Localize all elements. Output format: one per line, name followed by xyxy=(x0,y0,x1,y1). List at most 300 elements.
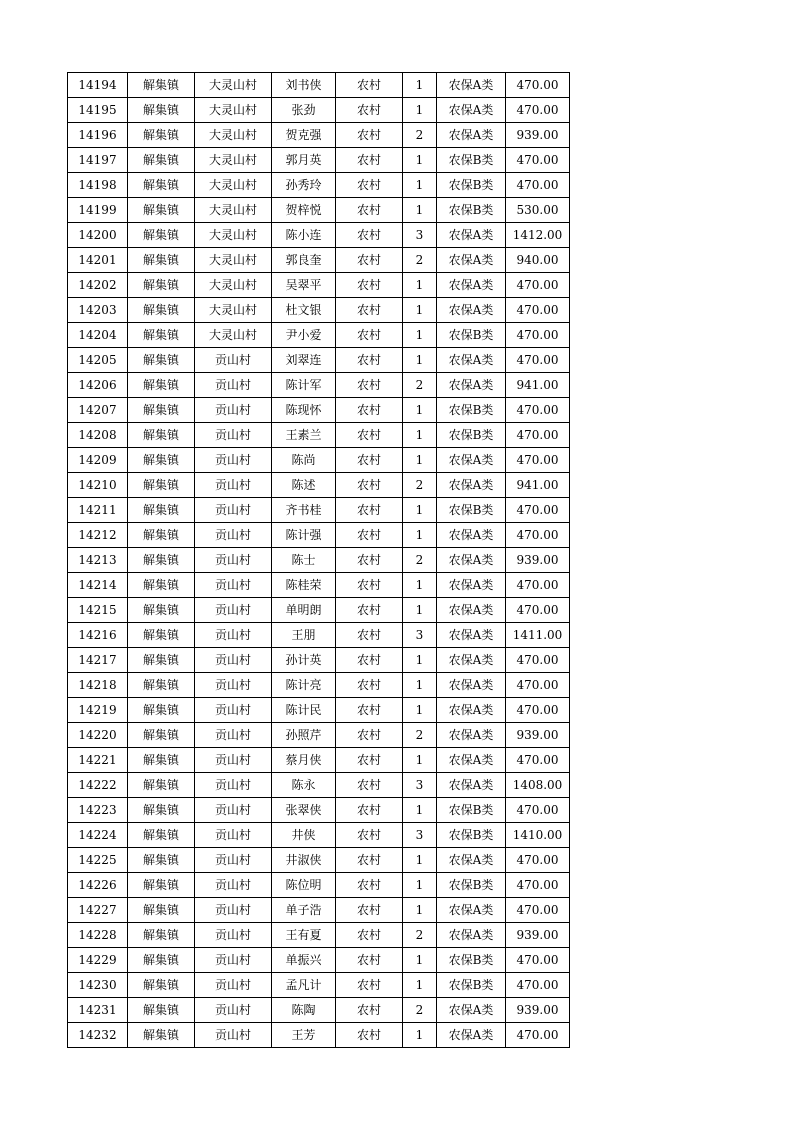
cell-member-count: 1 xyxy=(403,448,437,473)
cell-record-id: 14213 xyxy=(68,548,128,573)
cell-person-name: 陈计民 xyxy=(272,698,336,723)
cell-household-type: 农村 xyxy=(336,298,403,323)
cell-amount: 941.00 xyxy=(506,473,570,498)
table-row xyxy=(68,873,570,898)
cell-household-type: 农村 xyxy=(336,473,403,498)
cell-insurance-category: 农保B类 xyxy=(437,323,506,348)
roster-table-body xyxy=(68,73,570,1048)
table-row xyxy=(68,723,570,748)
cell-village: 贡山村 xyxy=(195,423,272,448)
cell-member-count: 2 xyxy=(403,923,437,948)
cell-amount: 470.00 xyxy=(506,698,570,723)
cell-household-type: 农村 xyxy=(336,898,403,923)
cell-member-count: 2 xyxy=(403,248,437,273)
cell-town: 解集镇 xyxy=(128,273,195,298)
cell-amount: 470.00 xyxy=(506,848,570,873)
table-row xyxy=(68,273,570,298)
cell-person-name: 陈小连 xyxy=(272,223,336,248)
cell-household-type: 农村 xyxy=(336,998,403,1023)
cell-town: 解集镇 xyxy=(128,548,195,573)
cell-town: 解集镇 xyxy=(128,723,195,748)
cell-household-type: 农村 xyxy=(336,398,403,423)
table-row xyxy=(68,923,570,948)
cell-town: 解集镇 xyxy=(128,598,195,623)
table-row xyxy=(68,298,570,323)
cell-member-count: 1 xyxy=(403,173,437,198)
cell-member-count: 1 xyxy=(403,73,437,98)
cell-person-name: 吴翠平 xyxy=(272,273,336,298)
cell-person-name: 井淑侠 xyxy=(272,848,336,873)
cell-record-id: 14203 xyxy=(68,298,128,323)
table-row xyxy=(68,523,570,548)
cell-village: 贡山村 xyxy=(195,848,272,873)
cell-amount: 470.00 xyxy=(506,598,570,623)
cell-person-name: 王芳 xyxy=(272,1023,336,1048)
cell-person-name: 贺梓悦 xyxy=(272,198,336,223)
cell-town: 解集镇 xyxy=(128,98,195,123)
cell-insurance-category: 农保A类 xyxy=(437,273,506,298)
cell-person-name: 陈陶 xyxy=(272,998,336,1023)
cell-village: 大灵山村 xyxy=(195,223,272,248)
cell-insurance-category: 农保B类 xyxy=(437,148,506,173)
table-row xyxy=(68,148,570,173)
cell-amount: 939.00 xyxy=(506,998,570,1023)
table-row xyxy=(68,998,570,1023)
table-row xyxy=(68,773,570,798)
cell-household-type: 农村 xyxy=(336,973,403,998)
cell-village: 贡山村 xyxy=(195,873,272,898)
cell-person-name: 陈计亮 xyxy=(272,673,336,698)
cell-member-count: 1 xyxy=(403,1023,437,1048)
cell-insurance-category: 农保A类 xyxy=(437,1023,506,1048)
cell-household-type: 农村 xyxy=(336,98,403,123)
table-row xyxy=(68,123,570,148)
cell-person-name: 陈现怀 xyxy=(272,398,336,423)
cell-member-count: 1 xyxy=(403,873,437,898)
cell-insurance-category: 农保A类 xyxy=(437,998,506,1023)
cell-household-type: 农村 xyxy=(336,698,403,723)
cell-record-id: 14224 xyxy=(68,823,128,848)
cell-household-type: 农村 xyxy=(336,423,403,448)
cell-amount: 1412.00 xyxy=(506,223,570,248)
cell-amount: 470.00 xyxy=(506,973,570,998)
cell-amount: 470.00 xyxy=(506,298,570,323)
cell-town: 解集镇 xyxy=(128,73,195,98)
cell-village: 贡山村 xyxy=(195,473,272,498)
cell-insurance-category: 农保A类 xyxy=(437,923,506,948)
table-row xyxy=(68,748,570,773)
cell-town: 解集镇 xyxy=(128,573,195,598)
cell-village: 贡山村 xyxy=(195,548,272,573)
cell-member-count: 2 xyxy=(403,123,437,148)
cell-town: 解集镇 xyxy=(128,323,195,348)
cell-member-count: 1 xyxy=(403,348,437,373)
cell-insurance-category: 农保A类 xyxy=(437,248,506,273)
cell-village: 贡山村 xyxy=(195,898,272,923)
table-row xyxy=(68,698,570,723)
cell-insurance-category: 农保A类 xyxy=(437,573,506,598)
cell-insurance-category: 农保A类 xyxy=(437,773,506,798)
cell-record-id: 14207 xyxy=(68,398,128,423)
table-row xyxy=(68,323,570,348)
cell-amount: 470.00 xyxy=(506,398,570,423)
cell-town: 解集镇 xyxy=(128,373,195,398)
cell-household-type: 农村 xyxy=(336,123,403,148)
cell-town: 解集镇 xyxy=(128,923,195,948)
cell-member-count: 3 xyxy=(403,823,437,848)
table-row xyxy=(68,223,570,248)
cell-amount: 470.00 xyxy=(506,273,570,298)
cell-amount: 470.00 xyxy=(506,573,570,598)
table-row xyxy=(68,648,570,673)
cell-household-type: 农村 xyxy=(336,223,403,248)
cell-member-count: 3 xyxy=(403,623,437,648)
cell-town: 解集镇 xyxy=(128,248,195,273)
cell-record-id: 14226 xyxy=(68,873,128,898)
cell-member-count: 1 xyxy=(403,498,437,523)
cell-amount: 470.00 xyxy=(506,798,570,823)
cell-record-id: 14205 xyxy=(68,348,128,373)
cell-member-count: 2 xyxy=(403,473,437,498)
cell-person-name: 陈士 xyxy=(272,548,336,573)
cell-town: 解集镇 xyxy=(128,223,195,248)
cell-member-count: 1 xyxy=(403,798,437,823)
cell-person-name: 贺克强 xyxy=(272,123,336,148)
cell-person-name: 郭良奎 xyxy=(272,248,336,273)
cell-amount: 940.00 xyxy=(506,248,570,273)
cell-person-name: 王朋 xyxy=(272,623,336,648)
cell-insurance-category: 农保B类 xyxy=(437,973,506,998)
cell-insurance-category: 农保B类 xyxy=(437,823,506,848)
cell-record-id: 14200 xyxy=(68,223,128,248)
cell-member-count: 1 xyxy=(403,523,437,548)
cell-town: 解集镇 xyxy=(128,198,195,223)
cell-amount: 1408.00 xyxy=(506,773,570,798)
cell-village: 贡山村 xyxy=(195,448,272,473)
cell-record-id: 14195 xyxy=(68,98,128,123)
cell-person-name: 陈述 xyxy=(272,473,336,498)
table-row xyxy=(68,848,570,873)
cell-amount: 470.00 xyxy=(506,448,570,473)
cell-village: 贡山村 xyxy=(195,523,272,548)
cell-person-name: 陈永 xyxy=(272,773,336,798)
cell-amount: 470.00 xyxy=(506,98,570,123)
cell-record-id: 14223 xyxy=(68,798,128,823)
cell-record-id: 14217 xyxy=(68,648,128,673)
cell-person-name: 蔡月侠 xyxy=(272,748,336,773)
cell-household-type: 农村 xyxy=(336,198,403,223)
cell-person-name: 齐书桂 xyxy=(272,498,336,523)
cell-insurance-category: 农保B类 xyxy=(437,798,506,823)
cell-member-count: 1 xyxy=(403,573,437,598)
cell-person-name: 孟凡计 xyxy=(272,973,336,998)
cell-person-name: 井侠 xyxy=(272,823,336,848)
table-row xyxy=(68,498,570,523)
cell-record-id: 14214 xyxy=(68,573,128,598)
cell-household-type: 农村 xyxy=(336,173,403,198)
table-row xyxy=(68,198,570,223)
table-row xyxy=(68,548,570,573)
cell-member-count: 1 xyxy=(403,98,437,123)
table-row xyxy=(68,973,570,998)
cell-member-count: 1 xyxy=(403,698,437,723)
table-row xyxy=(68,423,570,448)
cell-town: 解集镇 xyxy=(128,798,195,823)
cell-village: 大灵山村 xyxy=(195,173,272,198)
cell-town: 解集镇 xyxy=(128,298,195,323)
cell-village: 大灵山村 xyxy=(195,73,272,98)
cell-record-id: 14197 xyxy=(68,148,128,173)
cell-member-count: 2 xyxy=(403,723,437,748)
cell-person-name: 王素兰 xyxy=(272,423,336,448)
table-row xyxy=(68,673,570,698)
cell-member-count: 1 xyxy=(403,673,437,698)
cell-household-type: 农村 xyxy=(336,373,403,398)
cell-amount: 470.00 xyxy=(506,423,570,448)
cell-insurance-category: 农保B类 xyxy=(437,398,506,423)
cell-member-count: 1 xyxy=(403,898,437,923)
cell-amount: 470.00 xyxy=(506,173,570,198)
cell-amount: 470.00 xyxy=(506,1023,570,1048)
cell-record-id: 14230 xyxy=(68,973,128,998)
cell-record-id: 14216 xyxy=(68,623,128,648)
cell-village: 贡山村 xyxy=(195,498,272,523)
cell-insurance-category: 农保A类 xyxy=(437,548,506,573)
cell-member-count: 2 xyxy=(403,548,437,573)
cell-amount: 941.00 xyxy=(506,373,570,398)
cell-amount: 939.00 xyxy=(506,123,570,148)
cell-record-id: 14220 xyxy=(68,723,128,748)
table-row xyxy=(68,73,570,98)
cell-record-id: 14199 xyxy=(68,198,128,223)
cell-town: 解集镇 xyxy=(128,398,195,423)
cell-amount: 1410.00 xyxy=(506,823,570,848)
cell-household-type: 农村 xyxy=(336,623,403,648)
cell-village: 大灵山村 xyxy=(195,148,272,173)
cell-person-name: 王有夏 xyxy=(272,923,336,948)
table-row xyxy=(68,598,570,623)
cell-amount: 470.00 xyxy=(506,73,570,98)
cell-amount: 470.00 xyxy=(506,873,570,898)
cell-town: 解集镇 xyxy=(128,123,195,148)
cell-amount: 470.00 xyxy=(506,348,570,373)
table-row xyxy=(68,948,570,973)
cell-record-id: 14221 xyxy=(68,748,128,773)
cell-insurance-category: 农保A类 xyxy=(437,623,506,648)
cell-amount: 470.00 xyxy=(506,323,570,348)
table-row xyxy=(68,573,570,598)
table-row xyxy=(68,623,570,648)
cell-village: 贡山村 xyxy=(195,823,272,848)
cell-household-type: 农村 xyxy=(336,673,403,698)
cell-town: 解集镇 xyxy=(128,523,195,548)
cell-record-id: 14219 xyxy=(68,698,128,723)
cell-person-name: 陈计军 xyxy=(272,373,336,398)
cell-person-name: 张翠侠 xyxy=(272,798,336,823)
cell-record-id: 14229 xyxy=(68,948,128,973)
cell-member-count: 1 xyxy=(403,598,437,623)
cell-town: 解集镇 xyxy=(128,648,195,673)
cell-household-type: 农村 xyxy=(336,448,403,473)
cell-household-type: 农村 xyxy=(336,848,403,873)
cell-insurance-category: 农保A类 xyxy=(437,223,506,248)
cell-person-name: 单子浩 xyxy=(272,898,336,923)
cell-insurance-category: 农保B类 xyxy=(437,423,506,448)
cell-village: 大灵山村 xyxy=(195,198,272,223)
cell-amount: 470.00 xyxy=(506,148,570,173)
cell-member-count: 1 xyxy=(403,273,437,298)
cell-insurance-category: 农保A类 xyxy=(437,373,506,398)
cell-amount: 939.00 xyxy=(506,548,570,573)
cell-village: 贡山村 xyxy=(195,998,272,1023)
cell-insurance-category: 农保A类 xyxy=(437,73,506,98)
cell-village: 大灵山村 xyxy=(195,323,272,348)
cell-record-id: 14232 xyxy=(68,1023,128,1048)
table-row xyxy=(68,898,570,923)
cell-town: 解集镇 xyxy=(128,873,195,898)
cell-household-type: 农村 xyxy=(336,73,403,98)
cell-member-count: 1 xyxy=(403,648,437,673)
cell-village: 贡山村 xyxy=(195,398,272,423)
cell-village: 贡山村 xyxy=(195,648,272,673)
cell-town: 解集镇 xyxy=(128,473,195,498)
cell-member-count: 1 xyxy=(403,423,437,448)
cell-town: 解集镇 xyxy=(128,623,195,648)
cell-person-name: 刘书侠 xyxy=(272,73,336,98)
table-row xyxy=(68,473,570,498)
cell-village: 贡山村 xyxy=(195,373,272,398)
cell-member-count: 1 xyxy=(403,148,437,173)
cell-household-type: 农村 xyxy=(336,148,403,173)
cell-town: 解集镇 xyxy=(128,698,195,723)
cell-person-name: 孙计英 xyxy=(272,648,336,673)
cell-person-name: 郭月英 xyxy=(272,148,336,173)
cell-town: 解集镇 xyxy=(128,973,195,998)
cell-town: 解集镇 xyxy=(128,848,195,873)
cell-village: 贡山村 xyxy=(195,748,272,773)
cell-village: 贡山村 xyxy=(195,773,272,798)
cell-member-count: 1 xyxy=(403,948,437,973)
table-row xyxy=(68,448,570,473)
table-row xyxy=(68,373,570,398)
cell-household-type: 农村 xyxy=(336,748,403,773)
cell-insurance-category: 农保B类 xyxy=(437,198,506,223)
cell-household-type: 农村 xyxy=(336,773,403,798)
cell-insurance-category: 农保A类 xyxy=(437,98,506,123)
cell-member-count: 1 xyxy=(403,848,437,873)
cell-insurance-category: 农保A类 xyxy=(437,448,506,473)
cell-person-name: 杜文银 xyxy=(272,298,336,323)
cell-village: 大灵山村 xyxy=(195,298,272,323)
cell-town: 解集镇 xyxy=(128,1023,195,1048)
cell-amount: 939.00 xyxy=(506,723,570,748)
cell-amount: 939.00 xyxy=(506,923,570,948)
cell-village: 贡山村 xyxy=(195,973,272,998)
cell-record-id: 14209 xyxy=(68,448,128,473)
cell-record-id: 14212 xyxy=(68,523,128,548)
cell-record-id: 14210 xyxy=(68,473,128,498)
table-row xyxy=(68,173,570,198)
cell-member-count: 1 xyxy=(403,198,437,223)
cell-town: 解集镇 xyxy=(128,448,195,473)
cell-insurance-category: 农保A类 xyxy=(437,123,506,148)
cell-insurance-category: 农保B类 xyxy=(437,498,506,523)
cell-amount: 470.00 xyxy=(506,748,570,773)
table-row xyxy=(68,823,570,848)
cell-household-type: 农村 xyxy=(336,498,403,523)
cell-record-id: 14198 xyxy=(68,173,128,198)
cell-village: 贡山村 xyxy=(195,798,272,823)
cell-town: 解集镇 xyxy=(128,148,195,173)
cell-village: 贡山村 xyxy=(195,698,272,723)
cell-member-count: 3 xyxy=(403,223,437,248)
cell-village: 大灵山村 xyxy=(195,98,272,123)
cell-record-id: 14194 xyxy=(68,73,128,98)
cell-town: 解集镇 xyxy=(128,498,195,523)
cell-village: 贡山村 xyxy=(195,1023,272,1048)
table-row xyxy=(68,398,570,423)
cell-village: 贡山村 xyxy=(195,948,272,973)
roster-table xyxy=(67,72,570,1048)
cell-village: 贡山村 xyxy=(195,348,272,373)
cell-member-count: 1 xyxy=(403,973,437,998)
cell-person-name: 尹小爱 xyxy=(272,323,336,348)
cell-village: 大灵山村 xyxy=(195,123,272,148)
cell-record-id: 14227 xyxy=(68,898,128,923)
cell-village: 大灵山村 xyxy=(195,248,272,273)
cell-household-type: 农村 xyxy=(336,323,403,348)
cell-record-id: 14225 xyxy=(68,848,128,873)
cell-insurance-category: 农保A类 xyxy=(437,348,506,373)
table-row xyxy=(68,1023,570,1048)
cell-record-id: 14228 xyxy=(68,923,128,948)
cell-amount: 470.00 xyxy=(506,523,570,548)
cell-household-type: 农村 xyxy=(336,948,403,973)
cell-insurance-category: 农保A类 xyxy=(437,673,506,698)
cell-insurance-category: 农保A类 xyxy=(437,523,506,548)
cell-town: 解集镇 xyxy=(128,948,195,973)
cell-household-type: 农村 xyxy=(336,873,403,898)
cell-person-name: 单振兴 xyxy=(272,948,336,973)
cell-village: 贡山村 xyxy=(195,723,272,748)
cell-person-name: 陈尚 xyxy=(272,448,336,473)
cell-insurance-category: 农保A类 xyxy=(437,748,506,773)
cell-insurance-category: 农保A类 xyxy=(437,898,506,923)
cell-insurance-category: 农保A类 xyxy=(437,723,506,748)
cell-person-name: 陈计强 xyxy=(272,523,336,548)
cell-household-type: 农村 xyxy=(336,248,403,273)
cell-record-id: 14202 xyxy=(68,273,128,298)
cell-town: 解集镇 xyxy=(128,173,195,198)
cell-amount: 1411.00 xyxy=(506,623,570,648)
cell-record-id: 14204 xyxy=(68,323,128,348)
cell-person-name: 刘翠连 xyxy=(272,348,336,373)
cell-insurance-category: 农保A类 xyxy=(437,473,506,498)
cell-village: 贡山村 xyxy=(195,598,272,623)
cell-household-type: 农村 xyxy=(336,1023,403,1048)
cell-insurance-category: 农保A类 xyxy=(437,298,506,323)
cell-amount: 470.00 xyxy=(506,498,570,523)
cell-town: 解集镇 xyxy=(128,773,195,798)
cell-insurance-category: 农保B类 xyxy=(437,173,506,198)
cell-record-id: 14215 xyxy=(68,598,128,623)
table-row xyxy=(68,248,570,273)
cell-member-count: 2 xyxy=(403,373,437,398)
cell-record-id: 14196 xyxy=(68,123,128,148)
cell-member-count: 1 xyxy=(403,298,437,323)
cell-household-type: 农村 xyxy=(336,523,403,548)
table-row xyxy=(68,98,570,123)
